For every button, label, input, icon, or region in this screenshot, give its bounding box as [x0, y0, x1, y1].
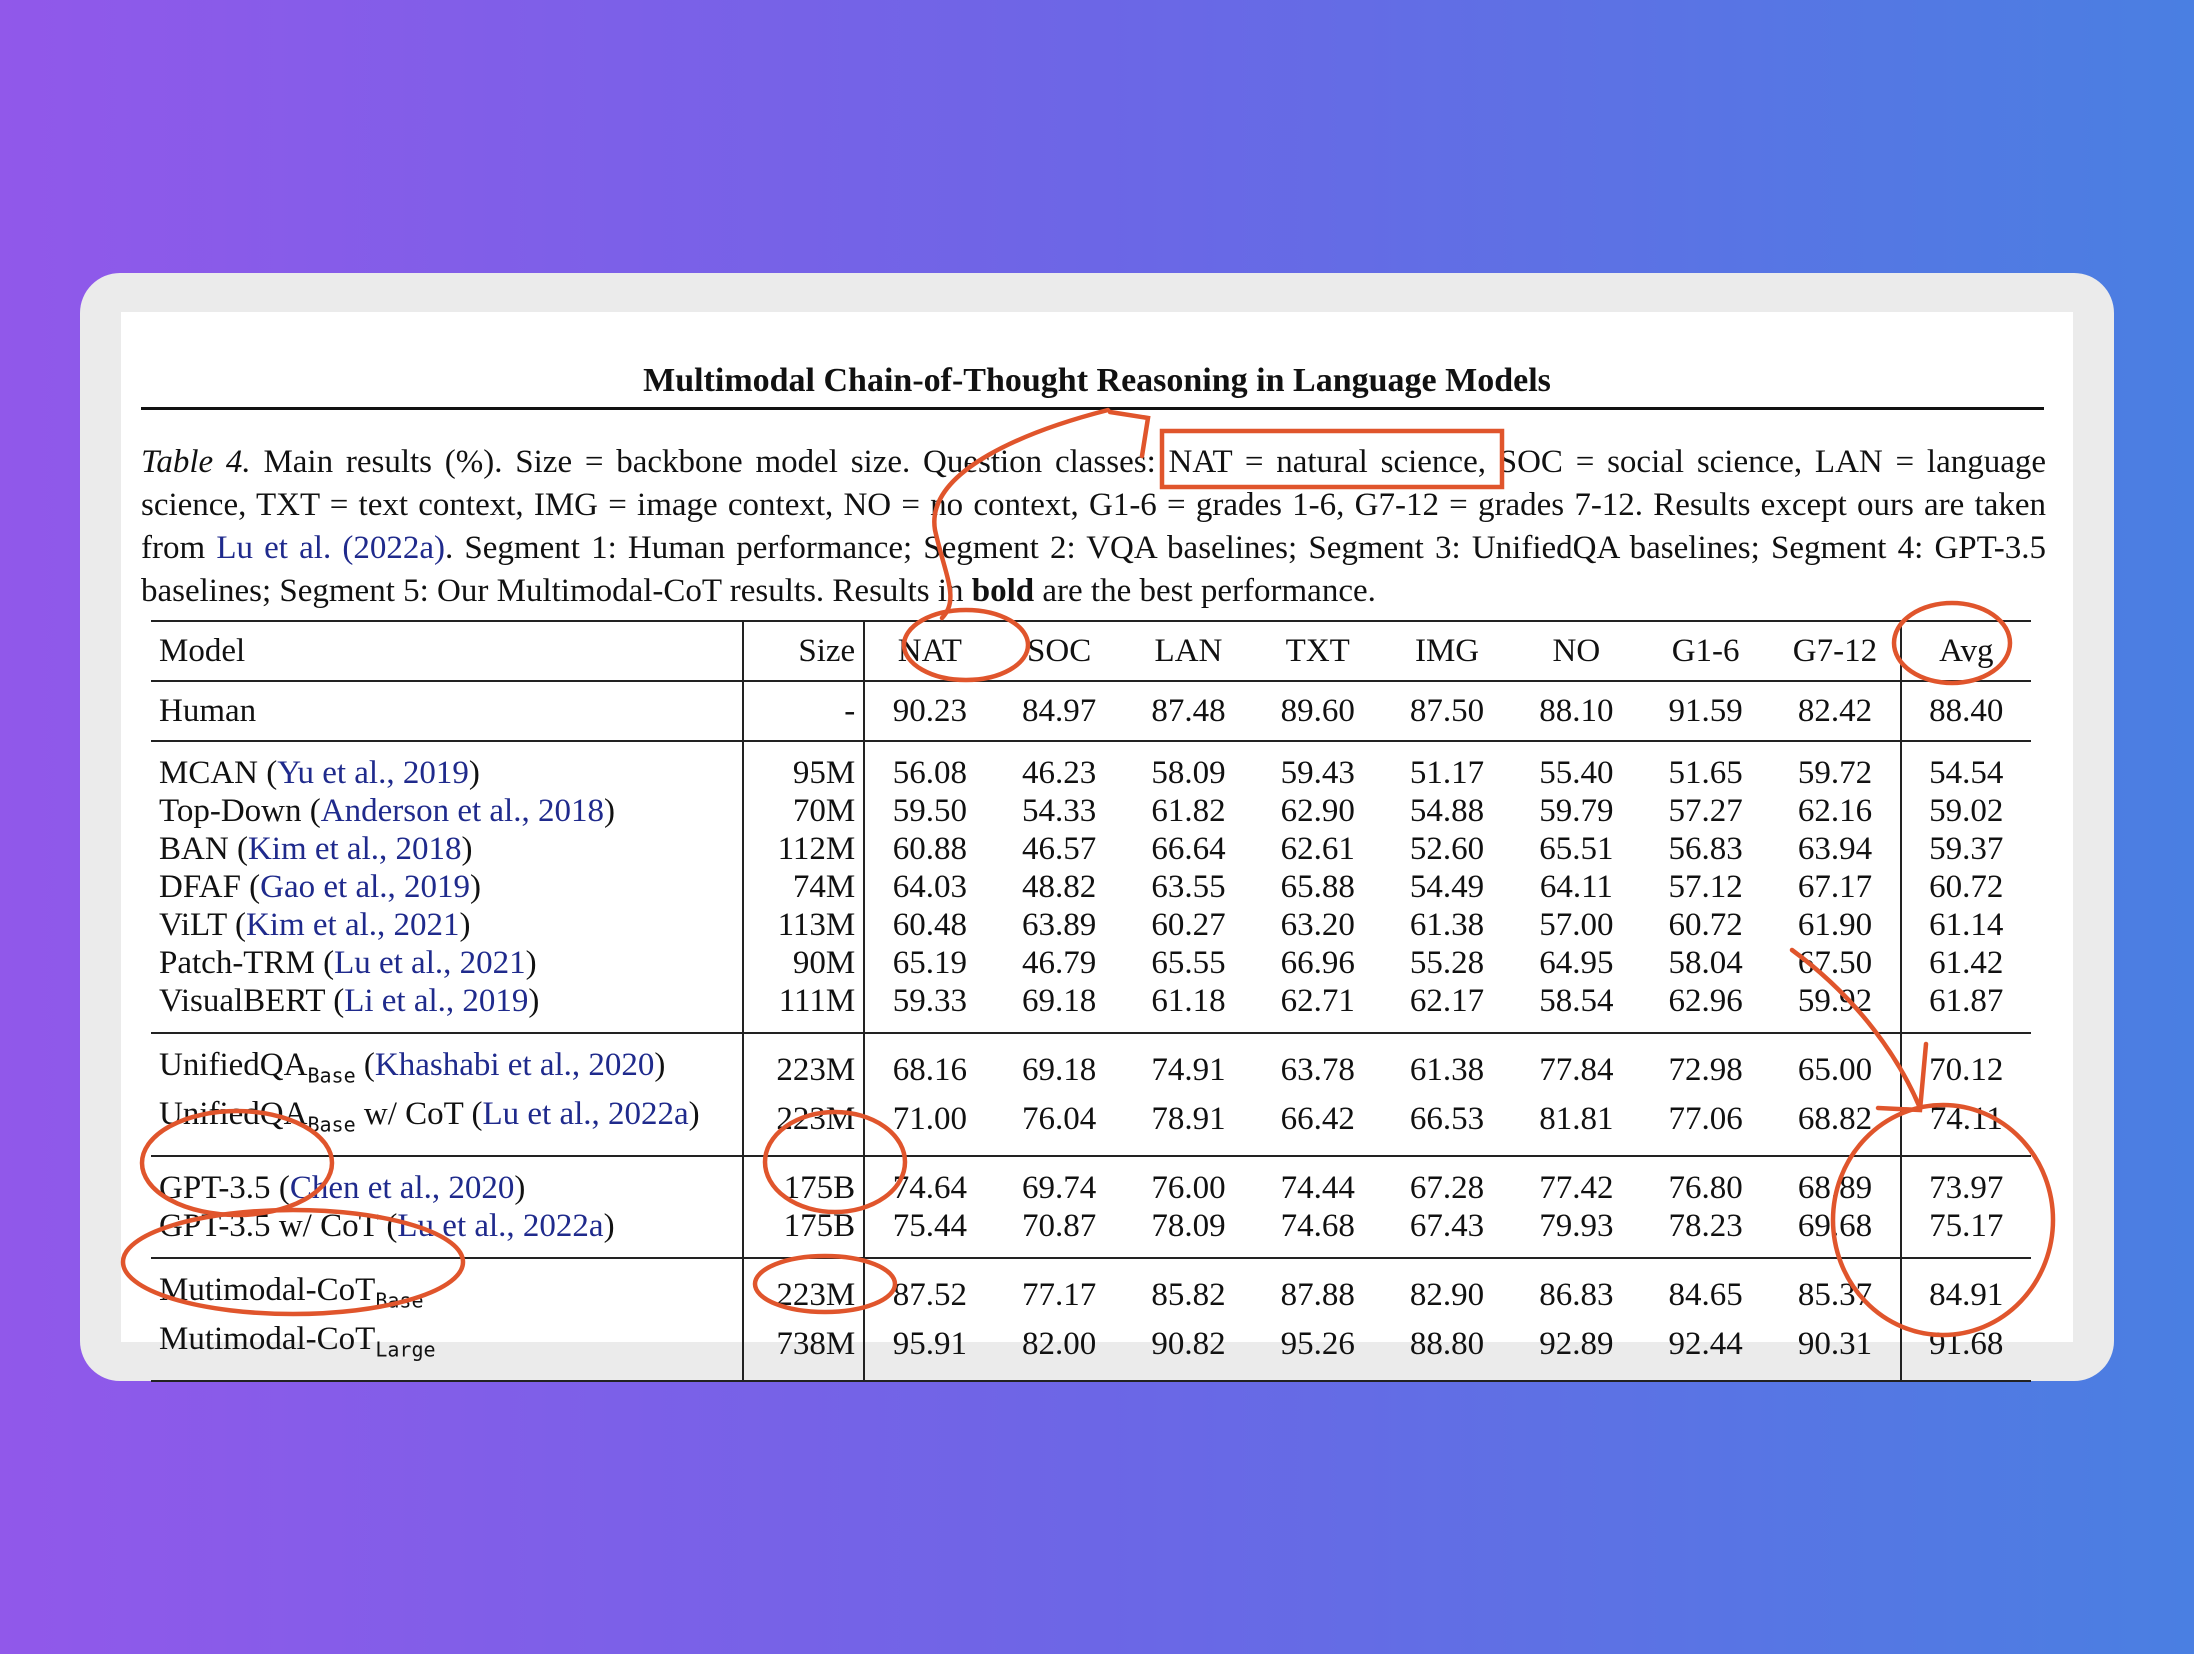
value-no: 57.00	[1539, 907, 1614, 943]
citation-link[interactable]: Anderson et al., 2018	[320, 793, 604, 829]
value-avg: 59.02	[1901, 792, 2031, 830]
value-avg: 61.14	[1901, 906, 2031, 944]
size-cell: 223M	[743, 1033, 864, 1095]
header-nat: NAT	[864, 621, 994, 681]
size-cell: 113M	[743, 906, 864, 944]
value-g7-12: 68.89	[1797, 1170, 1873, 1207]
table-row	[151, 1156, 2031, 1207]
value-nat: 68.16	[864, 1033, 994, 1095]
value-img: 61.38	[1409, 1052, 1485, 1089]
model-size-subscript: Base	[307, 1112, 356, 1137]
value-g7-12: 82.42	[1770, 681, 1900, 741]
size-cell: 90M	[743, 944, 864, 982]
value-g1-6: 57.12	[1668, 869, 1743, 905]
size-cell: 738M	[743, 1320, 864, 1382]
value-g1-6: 76.80	[1668, 1170, 1743, 1207]
size-cell: 112M	[743, 830, 864, 868]
value-nat: 74.64	[864, 1156, 994, 1207]
table-row	[151, 830, 2031, 868]
size-cell: 70M	[743, 792, 864, 830]
value-avg: 70.12	[1901, 1033, 2031, 1095]
size-cell: 175B	[743, 1207, 864, 1258]
table-row	[151, 792, 2031, 830]
value-nat: 64.03	[864, 868, 994, 906]
header-size: Size	[743, 621, 864, 681]
value-img: 66.53	[1382, 1095, 1511, 1157]
value-lan: 87.48	[1124, 681, 1253, 741]
value-g7-12: 62.16	[1797, 793, 1873, 829]
citation-link[interactable]: Lu et al., 2021	[334, 945, 526, 981]
model-name: GPT-3.5	[159, 1208, 271, 1245]
value-txt: 74.44	[1280, 1170, 1355, 1207]
value-soc: 70.87	[995, 1207, 1124, 1258]
value-img: 52.60	[1409, 831, 1485, 867]
model-cell: BAN (Kim et al., 2018)	[159, 831, 473, 867]
size-cell: 223M	[743, 1258, 864, 1320]
value-avg: 75.17	[1901, 1207, 2031, 1258]
value-g1-6: 62.96	[1641, 982, 1770, 1033]
value-nat: 87.52	[864, 1258, 994, 1320]
value-lan: 74.91	[1151, 1052, 1226, 1089]
value-no: 77.84	[1539, 1052, 1614, 1089]
value-lan: 61.82	[1151, 793, 1226, 829]
citation-link[interactable]: Chen et al., 2020	[289, 1170, 515, 1207]
value-avg: 74.11	[1901, 1095, 2031, 1157]
value-txt: 87.88	[1280, 1277, 1355, 1314]
caption-label: Table 4.	[141, 444, 251, 480]
model-name: GPT-3.5	[159, 1170, 271, 1207]
model-name: Mutimodal-CoT	[159, 1272, 376, 1309]
value-g7-12: 63.94	[1797, 831, 1873, 867]
value-g1-6: 51.65	[1668, 755, 1743, 791]
value-img: 54.49	[1409, 869, 1485, 905]
model-name: ViLT	[159, 907, 227, 943]
header-no: NO	[1512, 621, 1641, 681]
value-g1-6: 58.04	[1668, 945, 1743, 981]
value-img: 87.50	[1382, 681, 1511, 741]
value-soc: 76.04	[995, 1095, 1124, 1157]
value-no: 86.83	[1539, 1277, 1614, 1314]
value-txt: 63.20	[1280, 907, 1355, 943]
value-lan: 66.64	[1151, 831, 1226, 867]
model-cell: GPT-3.5 (Chen et al., 2020)	[159, 1170, 526, 1207]
value-nat: 56.08	[864, 741, 994, 792]
citation-link[interactable]: Li et al., 2019	[344, 983, 529, 1019]
value-lan: 65.55	[1151, 945, 1226, 981]
model-cell: ViLT (Kim et al., 2021)	[159, 907, 471, 943]
value-nat: 71.00	[864, 1095, 994, 1157]
value-soc: 82.00	[995, 1320, 1124, 1382]
value-lan: 90.82	[1124, 1320, 1253, 1382]
value-lan: 76.00	[1151, 1170, 1226, 1207]
header-txt: TXT	[1253, 621, 1382, 681]
value-avg: 54.54	[1901, 741, 2031, 792]
value-g7-12: 85.37	[1797, 1277, 1873, 1314]
value-avg: 60.72	[1901, 868, 2031, 906]
value-avg: 59.37	[1901, 830, 2031, 868]
value-soc: 84.97	[995, 681, 1124, 741]
value-txt: 66.96	[1280, 945, 1355, 981]
citation-link[interactable]: Kim et al., 2018	[247, 831, 462, 867]
model-cell	[151, 681, 743, 741]
value-nat: 59.33	[864, 982, 994, 1033]
value-g7-12: 67.17	[1797, 869, 1873, 905]
value-nat: 95.91	[864, 1320, 994, 1382]
model-cell: DFAF (Gao et al., 2019)	[159, 869, 482, 905]
model-cell: MCAN (Yu et al., 2019)	[159, 755, 480, 791]
value-nat: 65.19	[864, 944, 994, 982]
model-size-subscript: Large	[375, 1337, 436, 1362]
table-row	[151, 741, 2031, 792]
value-g1-6: 92.44	[1641, 1320, 1770, 1382]
value-avg: 73.97	[1901, 1156, 2031, 1207]
model-size-subscript: Base	[307, 1063, 356, 1088]
value-lan: 58.09	[1151, 755, 1226, 791]
value-g7-12: 59.92	[1770, 982, 1900, 1033]
caption-text-2: . Segment 1: Human performance; Segment 2: VQA baselines; Segment 3: UnifiedQA baselines; Segment 4: GPT-3.5 baselines; Segment 5: Our Multimodal-CoT results. Results in	[141, 530, 2047, 609]
header-g7-12: G7-12	[1770, 621, 1900, 681]
model-name: MCAN	[159, 755, 259, 791]
value-soc: 63.89	[1022, 907, 1097, 943]
value-img: 88.80	[1382, 1320, 1511, 1382]
value-img: 82.90	[1409, 1277, 1485, 1314]
table-row	[151, 906, 2031, 944]
value-img: 54.88	[1409, 793, 1485, 829]
value-nat: 60.48	[864, 906, 994, 944]
value-nat: 60.88	[864, 830, 994, 868]
value-no: 81.81	[1512, 1095, 1641, 1157]
value-soc: 54.33	[1022, 793, 1097, 829]
value-soc: 77.17	[1022, 1277, 1097, 1314]
model-suffix: w/ CoT	[355, 1095, 464, 1132]
model-name: DFAF	[159, 869, 241, 905]
value-img: 62.17	[1382, 982, 1511, 1033]
value-g7-12: 59.72	[1797, 755, 1873, 791]
value-img: 67.43	[1382, 1207, 1511, 1258]
size-cell: 74M	[743, 868, 864, 906]
value-lan: 78.09	[1124, 1207, 1253, 1258]
model-name: Human	[159, 693, 257, 729]
size-cell: 111M	[743, 982, 864, 1033]
value-txt: 63.78	[1280, 1052, 1355, 1089]
value-no: 55.40	[1539, 755, 1614, 791]
size-cell: 95M	[743, 741, 864, 792]
table-row	[151, 1320, 2031, 1382]
value-g1-6: 77.06	[1641, 1095, 1770, 1157]
size-cell: 175B	[743, 1156, 864, 1207]
model-name: UnifiedQA	[159, 1047, 308, 1083]
model-name: UnifiedQA	[159, 1095, 308, 1132]
value-txt: 59.43	[1280, 755, 1355, 791]
value-no: 88.10	[1512, 681, 1641, 741]
value-g1-6: 57.27	[1668, 793, 1743, 829]
value-txt: 62.90	[1280, 793, 1355, 829]
caption-text-3: are the best performance.	[1034, 573, 1376, 609]
model-name: Mutimodal-CoT	[159, 1320, 376, 1357]
model-name: VisualBERT	[159, 983, 325, 1019]
value-g1-6: 60.72	[1668, 907, 1743, 943]
table-row	[151, 944, 2031, 982]
size-cell: 223M	[743, 1095, 864, 1157]
value-no: 64.95	[1539, 945, 1614, 981]
table-header-row	[151, 621, 2031, 681]
table-body	[151, 681, 2031, 1381]
model-name: Patch-TRM	[159, 945, 315, 981]
value-g7-12: 68.82	[1770, 1095, 1900, 1157]
value-nat: 90.23	[864, 681, 994, 741]
model-cell: Patch-TRM (Lu et al., 2021)	[159, 945, 537, 981]
value-soc: 46.23	[1022, 755, 1097, 791]
model-name: BAN	[159, 831, 229, 867]
value-txt: 62.61	[1280, 831, 1355, 867]
value-avg: 84.91	[1901, 1258, 2031, 1320]
value-nat: 59.50	[864, 792, 994, 830]
citation-link[interactable]: Khashabi et al., 2020	[374, 1047, 655, 1083]
header-rule	[141, 407, 2044, 410]
value-lan: 61.18	[1124, 982, 1253, 1033]
value-img: 51.17	[1409, 755, 1485, 791]
header-model: Model	[151, 621, 743, 681]
value-g1-6: 78.23	[1641, 1207, 1770, 1258]
caption-citation-link[interactable]: Lu et al. (2022a)	[216, 530, 446, 566]
model-name: Top-Down	[159, 793, 302, 829]
value-g7-12: 65.00	[1797, 1052, 1873, 1089]
value-txt: 62.71	[1253, 982, 1382, 1033]
screenshot-card	[80, 273, 2114, 1381]
header-soc: SOC	[995, 621, 1124, 681]
header-lan: LAN	[1124, 621, 1253, 681]
model-size-subscript: Base	[375, 1288, 424, 1313]
header-avg: Avg	[1901, 621, 2031, 681]
value-txt: 74.68	[1253, 1207, 1382, 1258]
value-g1-6: 91.59	[1641, 681, 1770, 741]
table-row	[151, 1095, 2031, 1157]
model-cell: VisualBERT (Li et al., 2019)	[151, 982, 743, 1033]
value-g1-6: 72.98	[1668, 1052, 1743, 1089]
model-cell: UnifiedQA$_{Base}$ w/ CoT (Lu et al., 2022a)	[151, 1095, 743, 1157]
value-txt: 66.42	[1253, 1095, 1382, 1157]
value-g7-12: 90.31	[1770, 1320, 1900, 1382]
value-avg: 61.42	[1901, 944, 2031, 982]
value-no: 65.51	[1539, 831, 1614, 867]
value-no: 64.11	[1539, 869, 1613, 905]
value-g1-6: 56.83	[1668, 831, 1743, 867]
table-row	[151, 982, 2031, 1033]
value-avg: 91.68	[1901, 1320, 2031, 1382]
running-head: Multimodal Chain-of-Thought Reasoning in Language Models	[643, 362, 1551, 399]
value-lan: 60.27	[1151, 907, 1226, 943]
citation-link[interactable]: Lu et al., 2022a	[397, 1208, 604, 1245]
table-row	[151, 1258, 2031, 1320]
table-row	[151, 1207, 2031, 1258]
citation-link[interactable]: Gao et al., 2019	[260, 869, 471, 905]
size-cell: -	[743, 681, 864, 741]
value-soc: 69.74	[1022, 1170, 1097, 1207]
value-soc: 46.57	[1022, 831, 1097, 867]
value-avg: 61.87	[1901, 982, 2031, 1033]
citation-link[interactable]: Yu et al., 2019	[277, 755, 469, 791]
value-txt: 65.88	[1280, 869, 1355, 905]
value-no: 79.93	[1512, 1207, 1641, 1258]
value-img: 55.28	[1409, 945, 1485, 981]
value-avg: 88.40	[1901, 681, 2031, 741]
table-caption	[141, 441, 2046, 613]
value-lan: 63.55	[1151, 869, 1226, 905]
value-g7-12: 69.68	[1770, 1207, 1900, 1258]
value-g7-12: 61.90	[1797, 907, 1873, 943]
value-soc: 46.79	[1022, 945, 1097, 981]
caption-text-1: Main results (%). Size = backbone model size. Question classes: NAT = natural science, SOC = social science, LAN = language science, TXT = text context, IMG = image context, NO = no context, G1-6 = grades 1-6, G7-12 = grades 7-12. Results except ours are taken from	[141, 444, 2047, 566]
header-g1-6: G1-6	[1641, 621, 1770, 681]
citation-link[interactable]: Kim et al., 2021	[245, 907, 460, 943]
value-soc: 69.18	[995, 982, 1124, 1033]
value-no: 77.42	[1539, 1170, 1614, 1207]
model-cell: Top-Down (Anderson et al., 2018)	[159, 793, 615, 829]
model-cell	[151, 1320, 743, 1382]
value-txt: 89.60	[1253, 681, 1382, 741]
paper-excerpt	[121, 312, 2073, 1363]
model-cell: GPT-3.5 w/ CoT (Lu et al., 2022a)	[151, 1207, 743, 1258]
value-no: 92.89	[1512, 1320, 1641, 1382]
results-table	[151, 620, 2031, 1382]
value-soc: 69.18	[1022, 1052, 1097, 1089]
model-cell: UnifiedQA$_{Base}$ (Khashabi et al., 2020)	[159, 1047, 666, 1088]
table-row	[151, 868, 2031, 906]
value-lan: 78.91	[1124, 1095, 1253, 1157]
model-suffix: w/ CoT	[270, 1208, 379, 1245]
value-g7-12: 67.50	[1797, 945, 1873, 981]
table-row	[151, 1033, 2031, 1095]
value-soc: 48.82	[1022, 869, 1097, 905]
citation-link[interactable]: Lu et al., 2022a	[482, 1095, 689, 1132]
value-lan: 85.82	[1151, 1277, 1226, 1314]
model-cell	[151, 1258, 743, 1320]
value-no: 58.54	[1512, 982, 1641, 1033]
caption-bold-word: bold	[971, 573, 1035, 609]
value-img: 67.28	[1409, 1170, 1485, 1207]
value-no: 59.79	[1539, 793, 1614, 829]
value-nat: 75.44	[864, 1207, 994, 1258]
table-row	[151, 681, 2031, 741]
value-txt: 95.26	[1253, 1320, 1382, 1382]
value-g1-6: 84.65	[1668, 1277, 1743, 1314]
value-img: 61.38	[1409, 907, 1485, 943]
header-img: IMG	[1382, 621, 1511, 681]
